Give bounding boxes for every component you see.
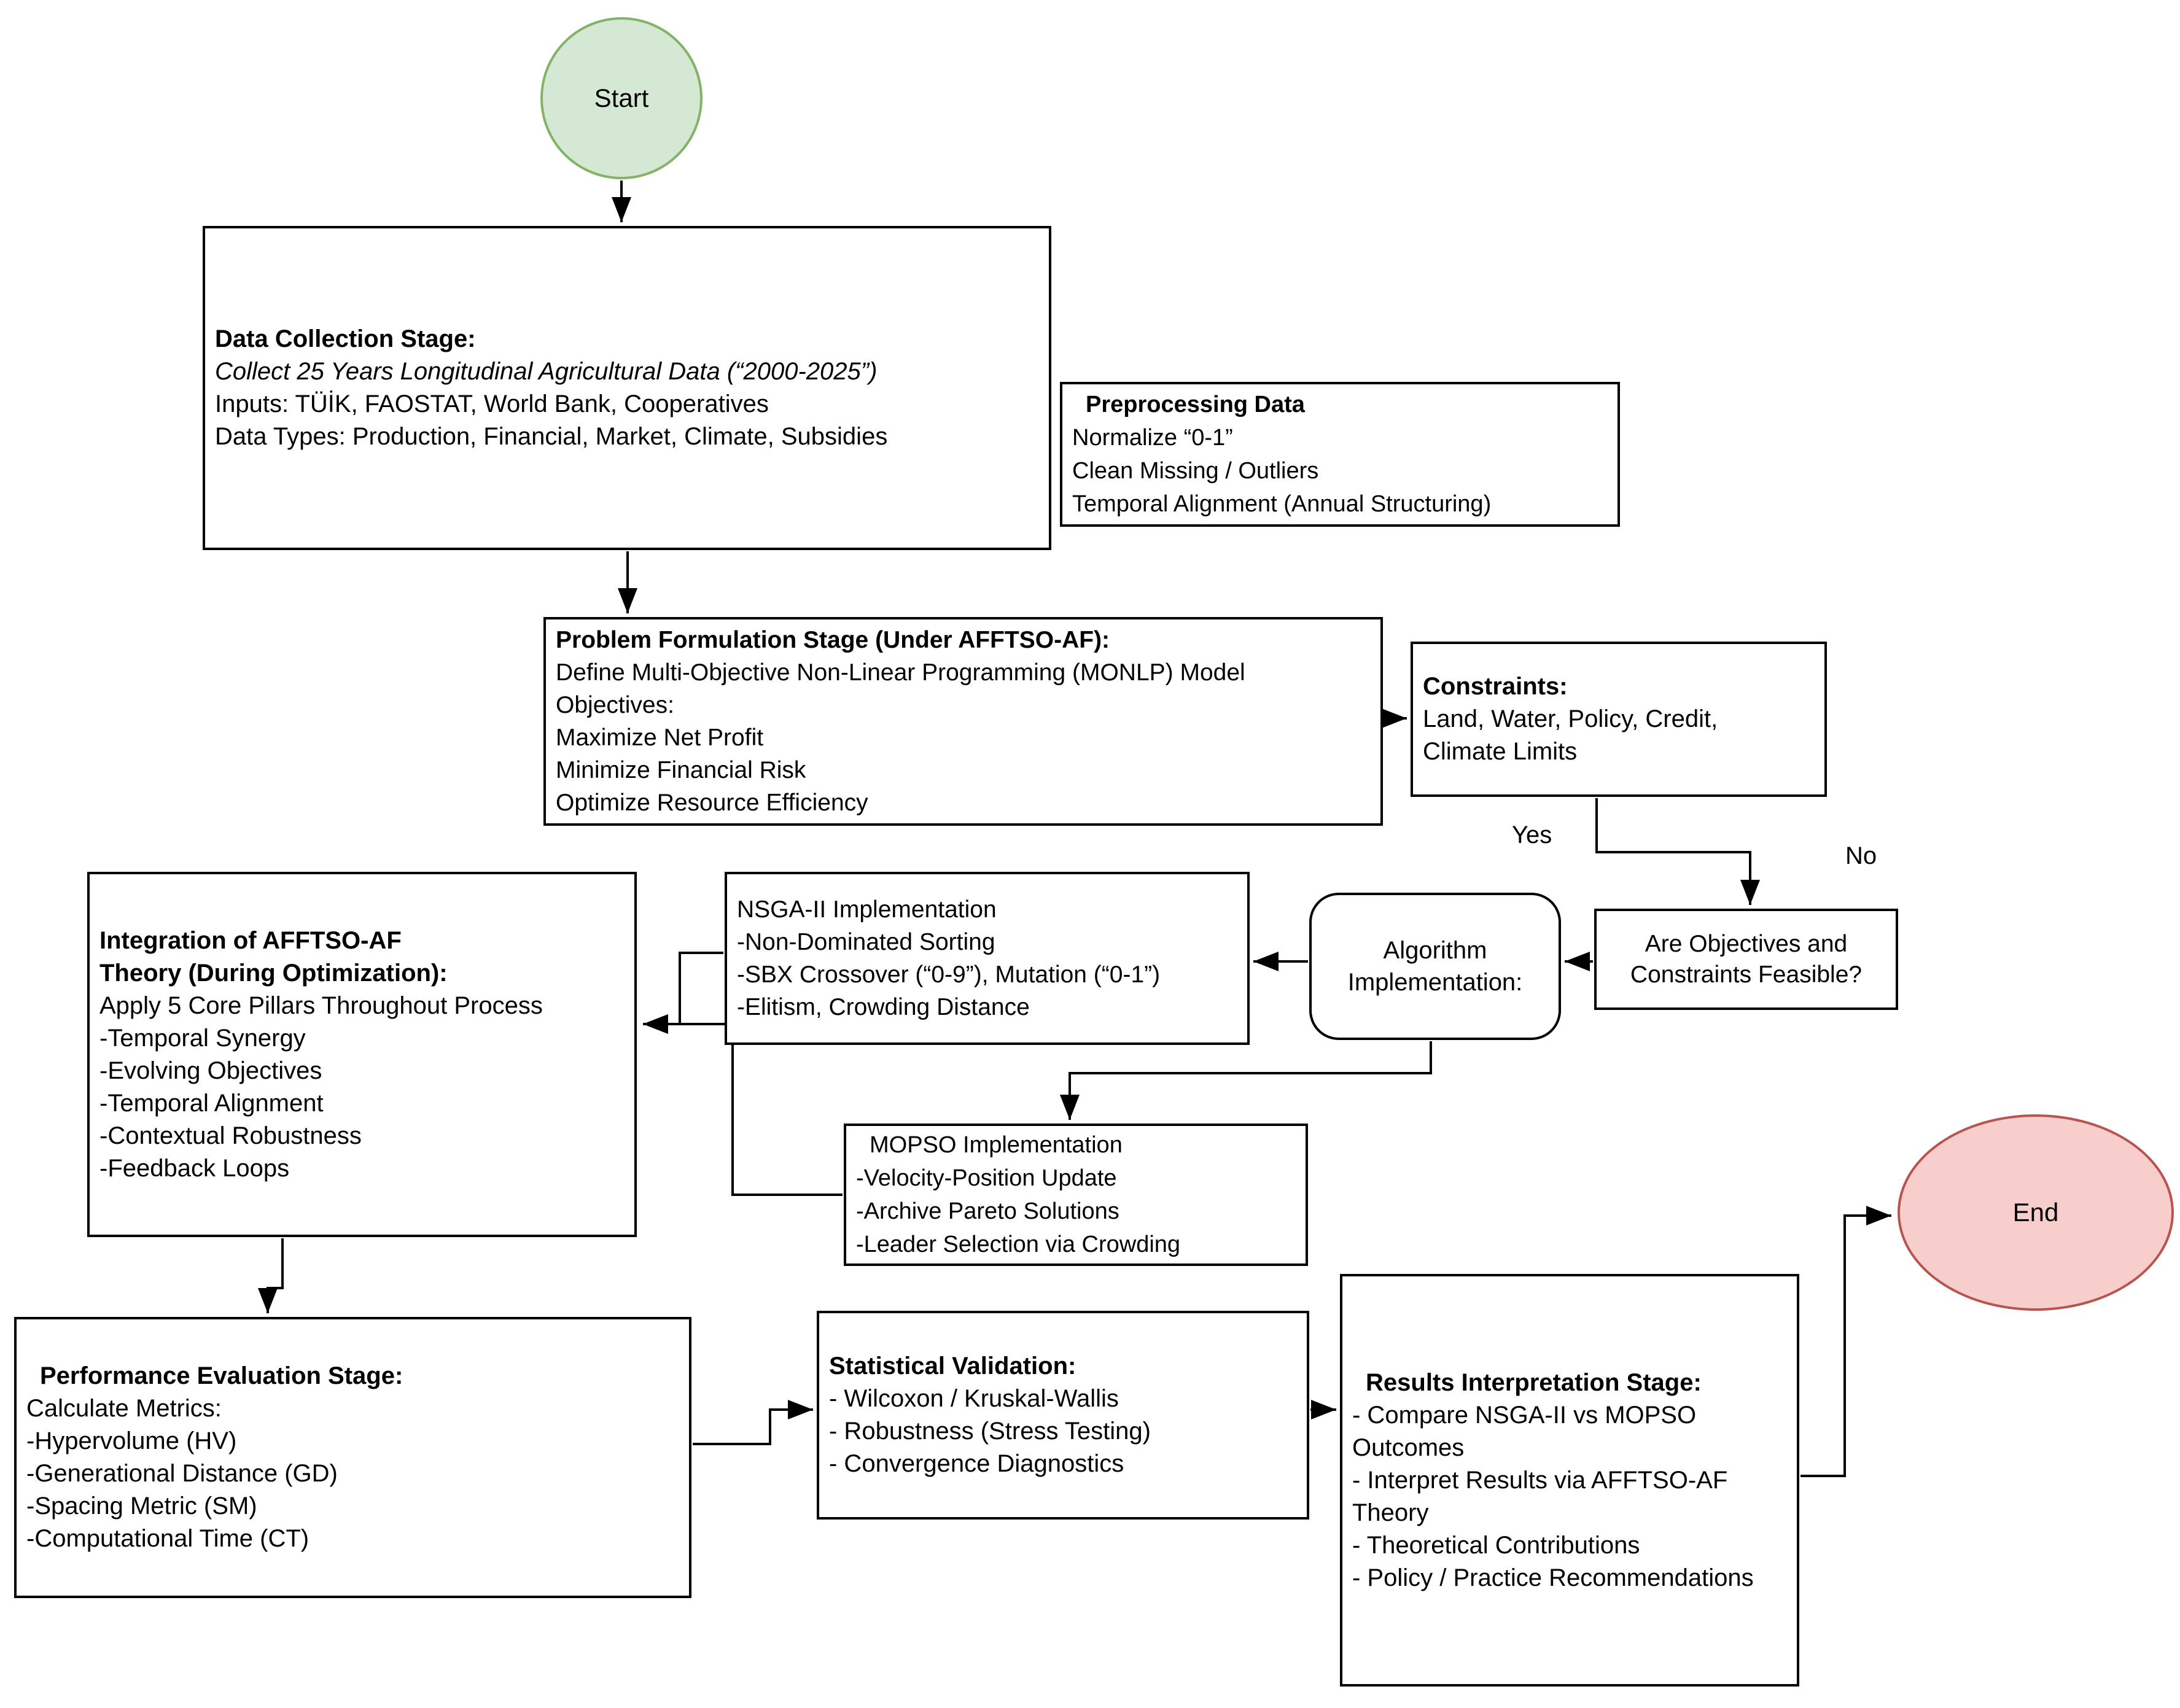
node-text-line: -Velocity-Position Update: [856, 1165, 1117, 1191]
node-text-line: -Contextual Robustness: [99, 1122, 362, 1149]
node-text-line: - Robustness (Stress Testing): [829, 1418, 1151, 1445]
nsga2-implementation-node: [725, 872, 1250, 1045]
feasibility-check-node: [1594, 909, 1898, 1010]
edge-constraints-to-feasibility: [1597, 798, 1750, 905]
node-text-line: -Spacing Metric (SM): [26, 1493, 257, 1520]
results-interpretation-node: [1340, 1274, 1799, 1687]
node-text-line: -Temporal Alignment: [99, 1089, 324, 1117]
node-text-line: Theory: [1352, 1499, 1429, 1526]
node-text-line: Collect 25 Years Longitudinal Agricultural Data (“2000-2025”): [215, 358, 878, 385]
node-text-line: - Compare NSGA-II vs MOPSO: [1352, 1401, 1697, 1429]
edge-label-no: No: [1845, 842, 1877, 869]
node-text-line: - Wilcoxon / Kruskal-Wallis: [829, 1385, 1119, 1412]
node-text-line: -Leader Selection via Crowding: [856, 1232, 1181, 1257]
node-text-line: Land, Water, Policy, Credit,: [1423, 705, 1718, 732]
start-label: Start: [594, 83, 649, 112]
edge-label-yes: Yes: [1512, 821, 1552, 848]
integration-theory-node: [87, 872, 637, 1237]
node-text-line: Preprocessing Data: [1086, 392, 1305, 417]
statistical-validation-node: [817, 1311, 1309, 1520]
start-node: [540, 17, 703, 179]
node-text-line: -Non-Dominated Sorting: [737, 929, 995, 955]
node-text-line: - Theoretical Contributions: [1352, 1531, 1640, 1559]
node-text-line: NSGA-II Implementation: [737, 896, 997, 923]
node-text-line: -Evolving Objectives: [99, 1057, 322, 1084]
node-text-line: Normalize “0-1”: [1072, 425, 1233, 451]
node-text-line: -Feedback Loops: [99, 1154, 290, 1182]
node-text-line: Objectives:: [556, 692, 674, 718]
node-text-line: Apply 5 Core Pillars Throughout Process: [99, 992, 543, 1019]
mopso-implementation-node: [844, 1124, 1308, 1266]
node-text-line: Constraints Feasible?: [1630, 961, 1863, 988]
node-text-line: Performance Evaluation Stage:: [40, 1362, 403, 1389]
node-text-line: MOPSO Implementation: [870, 1132, 1123, 1158]
node-text-line: Constraints:: [1423, 673, 1568, 700]
edge-nsga-to-integration: [643, 953, 723, 1024]
node-text-line: - Convergence Diagnostics: [829, 1450, 1124, 1477]
node-text-line: Optimize Resource Efficiency: [556, 790, 868, 816]
node-text-line: - Policy / Practice Recommendations: [1352, 1564, 1754, 1591]
node-text-line: -SBX Crossover (“0-9”), Mutation (“0-1”): [737, 961, 1161, 988]
node-text-line: Algorithm: [1383, 937, 1487, 964]
node-text-line: -Hypervolume (HV): [26, 1427, 237, 1454]
edge-mopso-to-integration: [643, 1024, 843, 1195]
node-text-line: Minimize Financial Risk: [556, 757, 806, 783]
node-text-line: Statistical Validation:: [829, 1353, 1076, 1380]
data-collection-node: [203, 226, 1051, 550]
edge-algorithm-to-mopso: [1070, 1041, 1431, 1120]
node-text-line: Data Collection Stage:: [215, 325, 476, 352]
node-text-line: Temporal Alignment (Annual Structuring): [1072, 491, 1492, 517]
end-label: End: [2012, 1198, 2059, 1227]
node-text-line: Calculate Metrics:: [26, 1395, 222, 1422]
node-text-line: Implementation:: [1347, 969, 1523, 996]
edge-integration-to-performance: [268, 1238, 282, 1313]
performance-evaluation-node: [14, 1317, 691, 1598]
node-text-line: Outcomes: [1352, 1434, 1465, 1461]
node-text-line: Problem Formulation Stage (Under AFFTSO-AF):: [556, 627, 1110, 653]
node-text-line: Inputs: TÜİK, FAOSTAT, World Bank, Cooperatives: [215, 390, 769, 417]
node-text-line: -Generational Distance (GD): [26, 1460, 338, 1487]
constraints-node: [1411, 642, 1827, 797]
node-text-line: Integration of AFFTSO-AF: [99, 926, 402, 954]
node-text-line: Results Interpretation Stage:: [1366, 1368, 1702, 1396]
node-text-line: Theory (During Optimization):: [99, 959, 448, 987]
node-text-line: Clean Missing / Outliers: [1072, 458, 1319, 484]
node-text-line: -Elitism, Crowding Distance: [737, 994, 1030, 1020]
node-text-line: Climate Limits: [1423, 738, 1578, 765]
node-text-line: -Archive Pareto Solutions: [856, 1198, 1119, 1224]
preprocessing-node: [1060, 382, 1620, 527]
node-text-line: Define Multi-Objective Non-Linear Programming (MONLP) Model: [556, 659, 1245, 686]
node-text-line: Are Objectives and: [1645, 930, 1848, 957]
node-text-line: Data Types: Production, Financial, Market, Climate, Subsidies: [215, 423, 888, 450]
edge-results-to-end: [1800, 1216, 1891, 1476]
node-text-line: Maximize Net Profit: [556, 724, 764, 751]
end-node: [1898, 1114, 2174, 1311]
node-text-line: - Interpret Results via AFFTSO-AF: [1352, 1466, 1728, 1494]
node-text-line: -Computational Time (CT): [26, 1525, 309, 1552]
node-text-line: -Temporal Synergy: [99, 1024, 306, 1052]
problem-formulation-node: [543, 617, 1383, 826]
algorithm-implementation-node: [1309, 893, 1561, 1040]
edge-performance-to-statistical: [693, 1410, 813, 1444]
